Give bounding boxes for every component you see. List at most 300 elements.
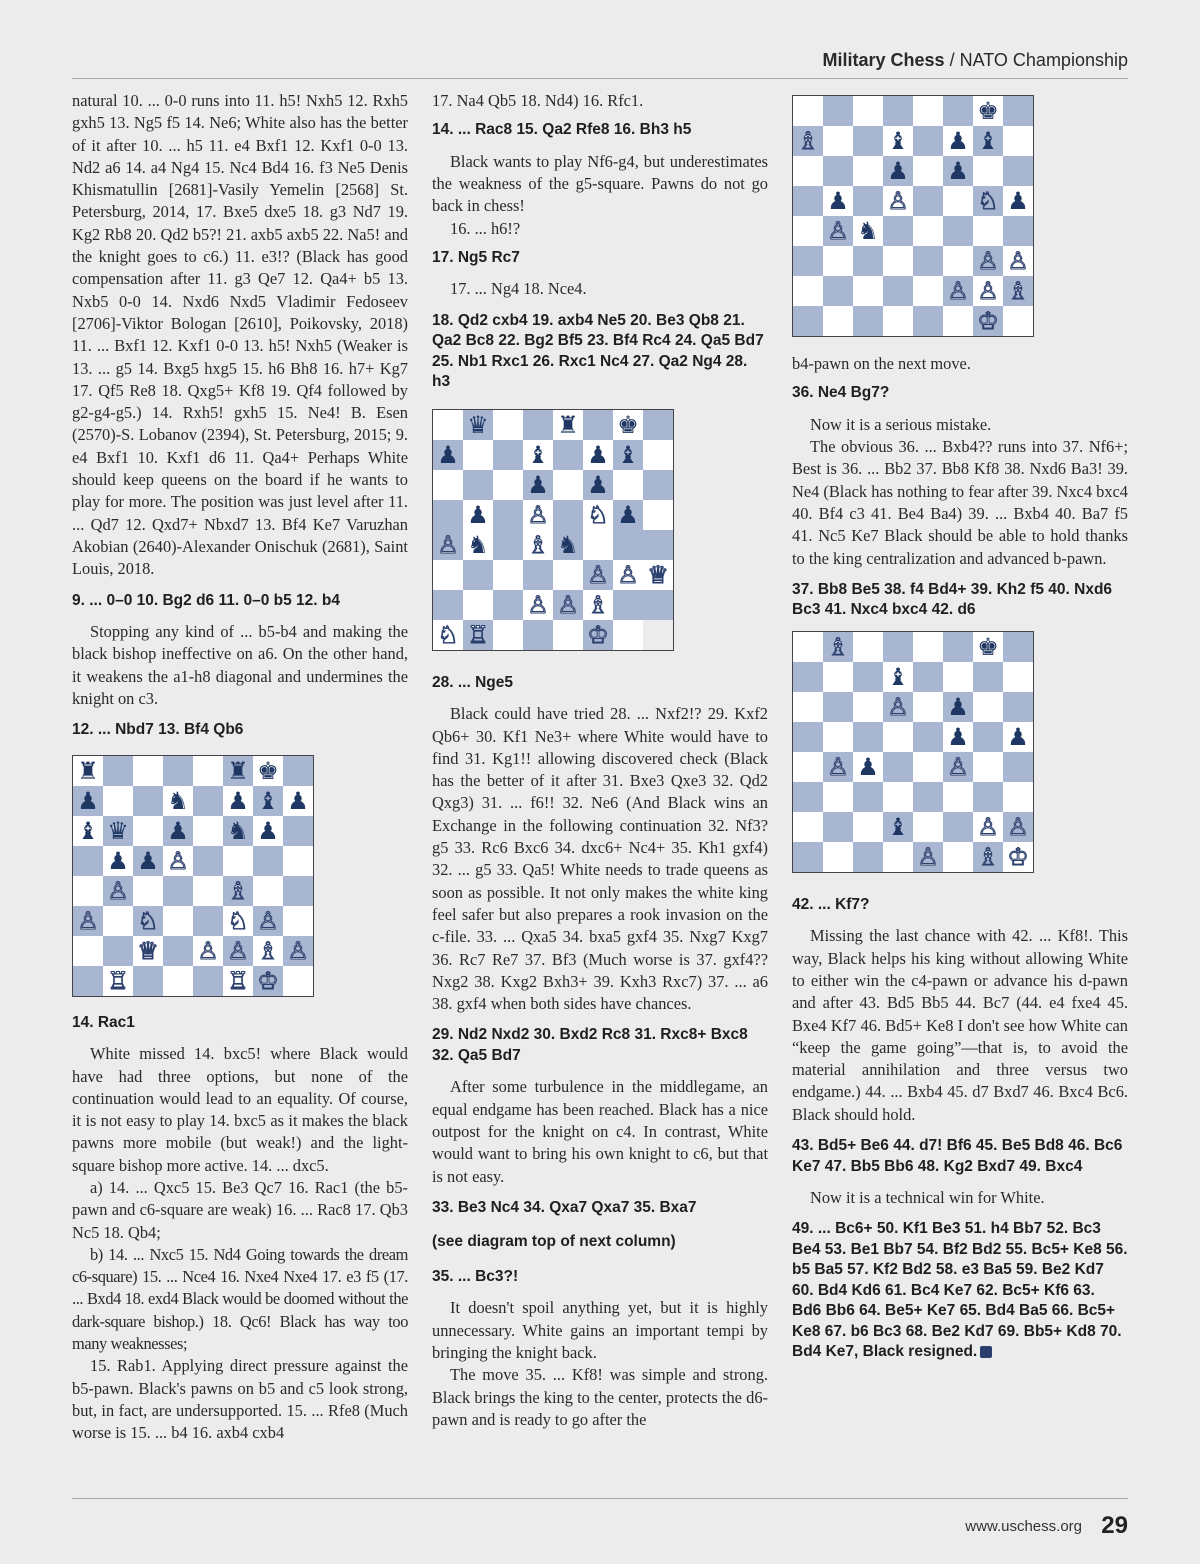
black-pawn-icon: ♟: [587, 470, 609, 499]
header-section: Military Chess: [822, 50, 945, 70]
board-square: [463, 410, 493, 440]
board-square: [853, 722, 883, 752]
board-square: [193, 756, 223, 786]
board-square: [523, 440, 553, 470]
black-pawn-icon: ♟: [107, 846, 129, 875]
white-knight-icon: ♘: [137, 906, 159, 935]
board-square: [133, 936, 163, 966]
paragraph: 17. Na4 Qb5 18. Nd4) 16. Rfc1.: [432, 91, 644, 110]
board-square: [613, 590, 643, 620]
chess-diagram-3: [792, 95, 1034, 337]
board-square: [103, 876, 133, 906]
white-pawn-icon: ♙: [587, 560, 609, 589]
board-square: [433, 470, 463, 500]
board-square: [643, 470, 673, 500]
board-square: [583, 590, 613, 620]
board-square: [613, 410, 643, 440]
board-square: [133, 756, 163, 786]
board-square: [133, 846, 163, 876]
board-square: [913, 246, 943, 276]
board-square: [853, 632, 883, 662]
black-king-icon: ♚: [257, 756, 279, 785]
board-square: [283, 906, 313, 936]
white-pawn-icon: ♙: [527, 500, 549, 529]
board-square: [883, 692, 913, 722]
board-square: [913, 632, 943, 662]
board-square: [523, 530, 553, 560]
board-square: [523, 500, 553, 530]
board-square: [643, 410, 673, 440]
board-square: [583, 440, 613, 470]
move-heading: 18. Qd2 cxb4 19. axb4 Ne5 20. Be3 Qb8 21. Qa2 Bc8 22. Bg2 Bf5 23. Bf4 Rc4 24. Qa5 Bd7 25. Nb1 Rxc1 26. Rxc1 Nc4 27. Qa2 Ng4 28. h3: [432, 311, 764, 391]
chess-diagram-4: [792, 631, 1034, 873]
board-square: [493, 500, 523, 530]
black-pawn-icon: ♟: [77, 786, 99, 815]
white-pawn-icon: ♙: [617, 560, 639, 589]
board-square: [613, 560, 643, 590]
board-square: [73, 936, 103, 966]
black-bishop-icon: ♝: [887, 812, 909, 841]
board-square: [283, 876, 313, 906]
board-square: [973, 186, 1003, 216]
board-square: [943, 216, 973, 246]
board-square: [463, 470, 493, 500]
board-square: [553, 560, 583, 590]
board-square: [253, 906, 283, 936]
board-square: [583, 560, 613, 590]
black-queen-icon: ♛: [107, 816, 129, 845]
board-square: [823, 276, 853, 306]
board-square: [163, 846, 193, 876]
white-bishop-icon: ♗: [797, 127, 819, 155]
board-square: [643, 440, 673, 470]
board-square: [943, 126, 973, 156]
board-square: [643, 500, 673, 530]
board-square: [883, 126, 913, 156]
board-square: [793, 246, 823, 276]
board-square: [943, 156, 973, 186]
white-knight-icon: ♘: [587, 500, 609, 529]
board-square: [103, 786, 133, 816]
board-square: [973, 812, 1003, 842]
board-square: [463, 590, 493, 620]
board-square: [523, 590, 553, 620]
board-square: [493, 590, 523, 620]
white-king-icon: ♔: [587, 620, 609, 649]
board-square: [1003, 812, 1033, 842]
board-square: [913, 752, 943, 782]
white-pawn-icon: ♙: [827, 752, 849, 781]
board-square: [223, 756, 253, 786]
board-square: [883, 842, 913, 872]
paragraph: b4-pawn on the next move.: [792, 354, 971, 373]
board-square: [613, 470, 643, 500]
board-square: [823, 126, 853, 156]
running-header: [823, 50, 1128, 71]
paragraph: Now it is a technical win for White.: [810, 1188, 1045, 1208]
black-rook-icon: ♜: [77, 756, 99, 785]
board-square: [1003, 306, 1033, 336]
white-bishop-icon: ♗: [977, 842, 999, 871]
board-square: [163, 966, 193, 996]
chess-diagram-2: [432, 409, 674, 651]
board-square: [73, 786, 103, 816]
board-square: [133, 966, 163, 996]
white-pawn-icon: ♙: [977, 247, 999, 275]
board-square: [1003, 722, 1033, 752]
black-king-icon: ♚: [617, 410, 639, 439]
board-square: [433, 440, 463, 470]
white-pawn-icon: ♙: [977, 277, 999, 305]
board-square: [913, 156, 943, 186]
board-square: [1003, 156, 1033, 186]
paragraph: a) 14. ... Qxc5 15. Be3 Qc7 16. Rac1 (the b5-pawn and c6-square are weak) 16. ... Rac8 17. Qb3 Nc5 18. Qb4;: [72, 1178, 408, 1242]
board-square: [973, 722, 1003, 752]
board-square: [853, 276, 883, 306]
board-square: [883, 782, 913, 812]
board-square: [283, 816, 313, 846]
black-bishop-icon: ♝: [257, 786, 279, 815]
board-square: [883, 96, 913, 126]
paragraph: Stopping any kind of ... b5-b4 and making the black bishop ineffective on a6. On the other hand, it weakens the a1-h8 diagonal and undermines the knight on c3.: [72, 622, 408, 708]
board-square: [493, 470, 523, 500]
board-square: [433, 530, 463, 560]
column-3: [792, 90, 1128, 1363]
white-bishop-icon: ♗: [587, 590, 609, 619]
board-square: [73, 756, 103, 786]
white-bishop-icon: ♗: [227, 876, 249, 905]
white-bishop-icon: ♗: [527, 530, 549, 559]
board-square: [793, 842, 823, 872]
board-square: [1003, 246, 1033, 276]
black-pawn-icon: ♟: [587, 440, 609, 469]
board-square: [523, 470, 553, 500]
white-rook-icon: ♖: [107, 966, 129, 995]
board-square: [973, 662, 1003, 692]
board-square: [913, 186, 943, 216]
board-square: [613, 440, 643, 470]
white-pawn-icon: ♙: [947, 277, 969, 305]
black-bishop-icon: ♝: [527, 440, 549, 469]
board-square: [193, 936, 223, 966]
black-pawn-icon: ♟: [1007, 187, 1029, 215]
board-square: [583, 410, 613, 440]
black-pawn-icon: ♟: [947, 692, 969, 721]
board-square: [943, 752, 973, 782]
board-square: [553, 440, 583, 470]
board-square: [193, 816, 223, 846]
board-square: [223, 816, 253, 846]
board-square: [1003, 96, 1033, 126]
move-heading: 14. ... Rac8 15. Qa2 Rfe8 16. Bh3 h5: [432, 121, 692, 139]
board-square: [73, 846, 103, 876]
board-square: [1003, 662, 1033, 692]
board-square: [193, 966, 223, 996]
board-square: [193, 846, 223, 876]
white-knight-icon: ♘: [437, 620, 459, 649]
board-square: [103, 756, 133, 786]
board-square: [793, 186, 823, 216]
black-pawn-icon: ♟: [467, 500, 489, 529]
board-square: [643, 590, 673, 620]
white-bishop-icon: ♗: [257, 936, 279, 965]
board-square: [853, 692, 883, 722]
board-square: [883, 276, 913, 306]
board-square: [823, 246, 853, 276]
board-square: [823, 306, 853, 336]
board-square: [853, 246, 883, 276]
move-heading: 36. Ne4 Bg7?: [792, 384, 890, 402]
white-king-icon: ♔: [977, 307, 999, 335]
black-pawn-icon: ♟: [617, 500, 639, 529]
board-square: [643, 560, 673, 590]
column-1: [72, 90, 408, 1445]
board-square: [853, 662, 883, 692]
board-square: [553, 410, 583, 440]
board-square: [583, 530, 613, 560]
board-square: [103, 816, 133, 846]
board-square: [883, 216, 913, 246]
board-square: [103, 906, 133, 936]
white-pawn-icon: ♙: [167, 846, 189, 875]
black-pawn-icon: ♟: [167, 816, 189, 845]
move-heading: 14. Rac1: [72, 1013, 135, 1031]
board-square: [883, 186, 913, 216]
white-bishop-icon: ♗: [827, 632, 849, 661]
board-square: [913, 216, 943, 246]
board-square: [943, 722, 973, 752]
board-square: [853, 126, 883, 156]
board-square: [823, 632, 853, 662]
board-square: [613, 620, 643, 650]
board-square: [493, 530, 523, 560]
footer-url: www.uschess.org: [965, 1518, 1082, 1535]
move-heading: 35. ... Bc3?!: [432, 1267, 519, 1285]
board-square: [103, 966, 133, 996]
board-square: [943, 96, 973, 126]
board-square: [523, 410, 553, 440]
footer-rule: [72, 1498, 1128, 1499]
board-square: [853, 96, 883, 126]
board-square: [913, 126, 943, 156]
board-square: [793, 216, 823, 246]
board-square: [1003, 186, 1033, 216]
board-square: [913, 306, 943, 336]
board-square: [163, 936, 193, 966]
board-square: [523, 560, 553, 590]
white-pawn-icon: ♙: [1007, 812, 1029, 841]
board-square: [193, 876, 223, 906]
board-square: [943, 632, 973, 662]
black-pawn-icon: ♟: [287, 786, 309, 815]
paragraph: Black could have tried 28. ... Nxf2!? 29. Kxf2 Qb6+ 30. Kf1 Ne3+ where White would have to find 31. Kg1!! allowing discovered check (Black has the better of it after 31. Bxe3 Qxe3 32. Qd2 Qxg3) 31. ... f6!! 32. Ne6 (And Black wins an Exchange in the following continuation 32. Nf3? g5 33. Rc6 Bxc6 34. dxc6+ Nc4+ 35. Kh1 gxf4) 32. ... g5 33. Qa5! White needs to trade queens as soon as possible. It not only makes the white king feel safer but also prepares a rook invasion on the c-file. 33. ... Qxa5 34. bxa5 gxf4 35. Nxg7 Kxg7 36. Rc7 Re7 37. Bf3 (Much worse is 37. gxf4?? Nxg2 38. Kxg2 Bxh3+ 39. Kxh3 Rxc7) 37. ... a6 38. gxf4 when both sides have chances.: [432, 704, 768, 1014]
black-knight-icon: ♞: [227, 816, 249, 845]
black-pawn-icon: ♟: [827, 187, 849, 215]
board-square: [823, 842, 853, 872]
move-heading: 29. Nd2 Nxd2 30. Bxd2 Rc8 31. Rxc8+ Bxc8 32. Qa5 Bd7: [432, 1026, 748, 1064]
black-pawn-icon: ♟: [947, 157, 969, 185]
board-square: [793, 752, 823, 782]
board-square: [583, 500, 613, 530]
board-square: [823, 662, 853, 692]
move-heading: 42. ... Kf7?: [792, 895, 870, 913]
board-square: [523, 620, 553, 650]
page-number: 29: [1101, 1512, 1128, 1539]
board-square: [973, 842, 1003, 872]
board-square: [223, 906, 253, 936]
board-square: [913, 276, 943, 306]
board-square: [553, 470, 583, 500]
board-square: [553, 530, 583, 560]
board-square: [493, 440, 523, 470]
black-pawn-icon: ♟: [227, 786, 249, 815]
board-square: [613, 500, 643, 530]
paragraph: natural 10. ... 0-0 runs into 11. h5! Nxh5 12. Rxh5 gxh5 13. Ng5 f5 14. Ne6; White also has the better of it after 10. ... h5 11. e4 Bxf1 12. Kxf1 0-0 13. Nd2 a6 14. a4 Ng4 15. Nc4 Bd4 16. f3 Ne5 Denis Khismatullin [2681]-Vasily Yemelin [2568] St. Petersburg, 2014, 17. Bxe5 dxe5 18. g3 Nd7 19. Kg2 Rb8 20. Qd2 b5?! 21. axb5 axb5 22. Na5! and the knight goes to c6.) 11. e3!? (Black has good compensation after 11. g3 Qe7 12. Qa4+ b5 13. Nxb5 0-0 14. Nxd6 Nxd5 Vladimir Fedoseev [2706]-Viktor Bologan [2610], Poikovsky, 2018) 11. ... Bxf1 12. Kxf1 0-0 13. h5! Nxh5 (Weaker is 13. ... g5 14. Bxg5 hxg5 15. h6 Bh8 16. h7+ Kg7 17. Qf5 Re8 18. Qxg5+ Kf8 19. Qf4 followed by g2-g4-g5.) 14. Rxh5! gxh5 15. Ne4! B. Esen (2570)-S. Lobanov (2394), St. Petersburg, 2015; 9. e4 Bxf1 10. Kxf1 d6 11. Qa4+ Perhaps White should keep queens on the board if he wants to play for more. The position was just level after 11. ... Qd7 12. Qxd7+ Nbxd7 13. Bf4 Ke7 Varuzhan Akobian (2640)-Alexander Onischuk (2681), Saint Louis, 2018.: [72, 91, 408, 579]
black-pawn-icon: ♟: [527, 470, 549, 499]
black-bishop-icon: ♝: [977, 127, 999, 155]
white-pawn-icon: ♙: [1007, 247, 1029, 275]
board-square: [583, 620, 613, 650]
white-pawn-icon: ♙: [107, 876, 129, 905]
column-2: [432, 90, 768, 1431]
board-square: [943, 812, 973, 842]
board-square: [643, 530, 673, 560]
board-square: [973, 126, 1003, 156]
white-rook-icon: ♖: [467, 620, 489, 649]
board-square: [973, 632, 1003, 662]
board-square: [223, 846, 253, 876]
board-square: [1003, 752, 1033, 782]
board-square: [913, 722, 943, 752]
paragraph: Now it is a serious mistake.: [810, 414, 992, 434]
paragraph: 16. ... h6!?: [450, 218, 521, 238]
white-queen-icon: ♕: [647, 560, 669, 589]
move-heading: 37. Bb8 Be5 38. f4 Bd4+ 39. Kh2 f5 40. Nxd6 Bc3 41. Nxc4 bxc4 42. d6: [792, 580, 1113, 619]
board-square: [253, 936, 283, 966]
board-square: [163, 816, 193, 846]
board-square: [943, 306, 973, 336]
white-pawn-icon: ♙: [917, 842, 939, 871]
board-square: [823, 156, 853, 186]
white-pawn-icon: ♙: [887, 187, 909, 215]
black-pawn-icon: ♟: [947, 722, 969, 751]
board-square: [913, 692, 943, 722]
board-square: [823, 722, 853, 752]
chess-diagram-1: [72, 755, 314, 997]
board-square: [1003, 216, 1033, 246]
paragraph: Black wants to play Nf6-g4, but underestimates the weakness of the g5-square. Pawns do not go back in chess!: [432, 151, 768, 216]
board-square: [283, 786, 313, 816]
board-square: [973, 692, 1003, 722]
board-square: [1003, 842, 1033, 872]
board-square: [433, 560, 463, 590]
move-heading: 9. ... 0–0 10. Bg2 d6 11. 0–0 b5 12. b4: [72, 591, 340, 609]
board-square: [853, 156, 883, 186]
board-square: [973, 96, 1003, 126]
board-square: [553, 620, 583, 650]
move-heading: (see diagram top of next column): [432, 1233, 676, 1251]
board-square: [793, 306, 823, 336]
board-square: [883, 246, 913, 276]
board-square: [223, 786, 253, 816]
black-pawn-icon: ♟: [887, 157, 909, 185]
board-square: [73, 876, 103, 906]
white-pawn-icon: ♙: [827, 217, 849, 245]
board-square: [1003, 126, 1033, 156]
board-square: [823, 96, 853, 126]
black-pawn-icon: ♟: [1007, 722, 1029, 751]
paragraph: The move 35. ... Kf8! was simple and strong. Black brings the king to the center, protects the d6-pawn and is ready to go after the: [432, 1365, 768, 1429]
board-square: [493, 560, 523, 590]
board-square: [793, 692, 823, 722]
board-square: [853, 842, 883, 872]
board-square: [883, 662, 913, 692]
white-rook-icon: ♖: [227, 966, 249, 995]
board-square: [853, 782, 883, 812]
board-square: [253, 876, 283, 906]
board-square: [973, 782, 1003, 812]
board-square: [883, 752, 913, 782]
move-heading: 33. Be3 Nc4 34. Qxa7 Qxa7 35. Bxa7: [432, 1198, 697, 1216]
board-square: [613, 530, 643, 560]
board-square: [1003, 782, 1033, 812]
board-square: [973, 246, 1003, 276]
board-square: [1003, 692, 1033, 722]
board-square: [553, 590, 583, 620]
board-square: [943, 186, 973, 216]
board-square: [793, 632, 823, 662]
board-square: [793, 126, 823, 156]
black-pawn-icon: ♟: [947, 127, 969, 155]
board-square: [463, 620, 493, 650]
board-square: [433, 620, 463, 650]
black-bishop-icon: ♝: [617, 440, 639, 469]
black-pawn-icon: ♟: [857, 752, 879, 781]
paragraph: 17. ... Ng4 18. Nce4.: [450, 279, 587, 299]
white-pawn-icon: ♙: [887, 692, 909, 721]
header-separator: /: [944, 50, 960, 70]
board-square: [823, 216, 853, 246]
board-square: [463, 530, 493, 560]
white-pawn-icon: ♙: [257, 906, 279, 935]
paragraph: It doesn't spoil anything yet, but it is highly unnecessary. White gains an important tempi by bringing the knight back.: [432, 1298, 768, 1363]
white-bishop-icon: ♗: [1007, 277, 1029, 305]
board-square: [853, 306, 883, 336]
board-square: [853, 752, 883, 782]
board-square: [103, 846, 133, 876]
board-square: [793, 276, 823, 306]
board-square: [73, 906, 103, 936]
move-heading: 17. Ng5 Rc7: [432, 248, 520, 266]
board-square: [943, 246, 973, 276]
board-square: [943, 842, 973, 872]
board-square: [253, 816, 283, 846]
move-heading: [792, 1219, 1128, 1363]
paragraph: 15. Rab1. Applying direct pressure against the b5-pawn. Black's pawns on b5 and c5 look strong, but, in fact, are undersupported. 15. ... Rfe8 (Much worse is 15. ... b4 16. axb4 cxb4: [72, 1356, 408, 1443]
white-knight-icon: ♘: [227, 906, 249, 935]
black-bishop-icon: ♝: [887, 127, 909, 155]
white-pawn-icon: ♙: [77, 906, 99, 935]
move-heading: 12. ... Nbd7 13. Bf4 Qb6: [72, 721, 244, 739]
board-square: [793, 812, 823, 842]
board-square: [913, 842, 943, 872]
board-square: [193, 906, 223, 936]
board-square: [973, 156, 1003, 186]
board-square: [913, 96, 943, 126]
white-pawn-icon: ♙: [977, 812, 999, 841]
white-king-icon: ♔: [257, 966, 279, 995]
board-square: [973, 276, 1003, 306]
